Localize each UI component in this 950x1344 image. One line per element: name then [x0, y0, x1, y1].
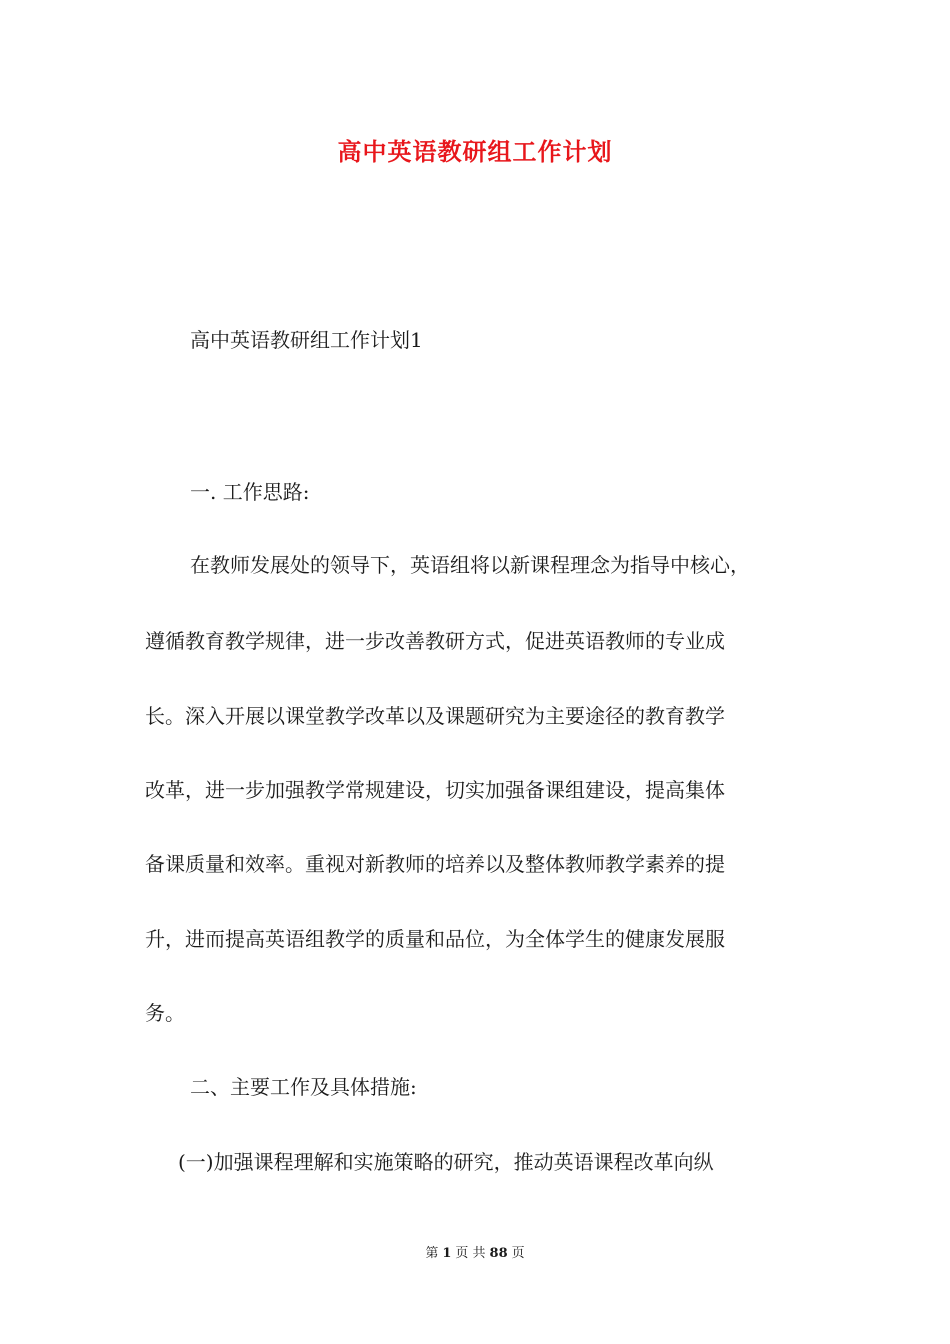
section-heading-2: 二、主要工作及具体措施: — [190, 1075, 417, 1099]
footer-suffix: 页 — [511, 1246, 525, 1261]
paragraph-line: 务。 — [145, 1001, 185, 1025]
paragraph-line: 长。深入开展以课堂教学改革以及课题研究为主要途径的教育教学 — [145, 704, 725, 728]
subsection-line: (一)加强课程理解和实施策略的研究，推动英语课程改革向纵 — [178, 1150, 714, 1174]
paragraph-line: 在教师发展处的领导下，英语组将以新课程理念为指导中核心， — [190, 553, 750, 577]
page-footer — [0, 1245, 950, 1263]
paragraph-line: 改革，进一步加强教学常规建设，切实加强备课组建设，提高集体 — [145, 778, 725, 802]
footer-prefix: 第 — [425, 1246, 439, 1261]
footer-page-number: 1 — [442, 1246, 452, 1261]
document-title: 高中英语教研组工作计划 — [337, 137, 613, 166]
subtitle: 高中英语教研组工作计划1 — [190, 328, 423, 352]
footer-middle: 页 共 — [455, 1246, 486, 1261]
section-heading-1: 一. 工作思路: — [190, 480, 310, 504]
paragraph-line: 升，进而提高英语组教学的质量和品位，为全体学生的健康发展服 — [145, 927, 725, 951]
paragraph-line: 遵循教育教学规律，进一步改善教研方式，促进英语教师的专业成 — [145, 629, 725, 653]
footer-total-pages: 88 — [489, 1246, 508, 1261]
paragraph-line: 备课质量和效率。重视对新教师的培养以及整体教师教学素养的提 — [145, 852, 725, 876]
